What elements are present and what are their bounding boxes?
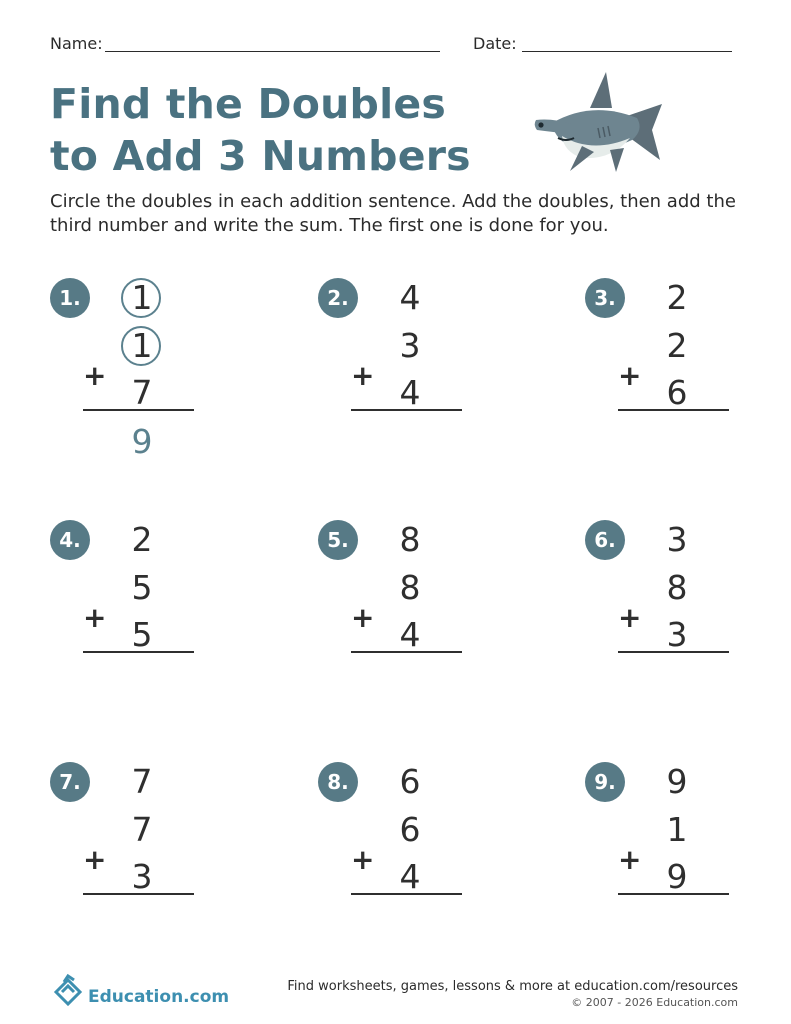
addend-3[interactable]: 4 — [399, 373, 421, 412]
addend-2[interactable]: 1 — [666, 810, 688, 849]
problem-number-badge: 7. — [50, 762, 90, 802]
plus-sign: + — [618, 601, 642, 634]
addend-1[interactable]: 6 — [399, 762, 421, 801]
hammerhead-shark-icon — [532, 68, 672, 183]
doubles-circle-mark — [121, 326, 161, 366]
plus-sign: + — [351, 843, 375, 876]
title-line-2: to Add 3 Numbers — [50, 132, 471, 180]
plus-sign: + — [83, 359, 107, 392]
addend-3[interactable]: 6 — [666, 373, 688, 412]
sum-line — [618, 651, 729, 653]
addend-3[interactable]: 9 — [666, 857, 688, 896]
title-line-1: Find the Doubles — [50, 80, 446, 128]
problem-7 — [50, 762, 270, 962]
page-title — [50, 78, 471, 182]
instructions: Circle the doubles in each addition sentence. Add the doubles, then add the third number and write the sum. The first one is done for you. — [50, 191, 736, 236]
date-label: Date: — [473, 34, 517, 53]
date-field[interactable] — [522, 51, 732, 52]
addend-1[interactable]: 3 — [666, 520, 688, 559]
problem-number-badge: 9. — [585, 762, 625, 802]
addend-3[interactable]: 4 — [399, 857, 421, 896]
problem-number-badge: 6. — [585, 520, 625, 560]
plus-sign: + — [83, 843, 107, 876]
addend-3[interactable]: 5 — [131, 615, 153, 654]
name-label: Name: — [50, 34, 103, 53]
addend-2[interactable]: 7 — [131, 810, 153, 849]
brand-logo-text: Education.com — [88, 987, 230, 1007]
addend-3[interactable]: 3 — [131, 857, 153, 896]
addend-3[interactable]: 4 — [399, 615, 421, 654]
sum-line — [351, 651, 462, 653]
sum-line — [351, 893, 462, 895]
addend-2[interactable]: 5 — [131, 568, 153, 607]
education-logo-icon — [52, 972, 86, 1006]
problem-number-badge: 8. — [318, 762, 358, 802]
addend-1[interactable]: 2 — [666, 278, 688, 317]
problem-5 — [318, 520, 538, 720]
addend-3[interactable]: 3 — [666, 615, 688, 654]
problem-2 — [318, 278, 538, 478]
addend-2[interactable]: 2 — [666, 326, 688, 365]
addend-1[interactable]: 2 — [131, 520, 153, 559]
addend-2[interactable]: 8 — [399, 568, 421, 607]
sum-line — [351, 409, 462, 411]
plus-sign: + — [351, 359, 375, 392]
problem-number-badge: 3. — [585, 278, 625, 318]
answer-value: 9 — [131, 422, 153, 461]
addend-1[interactable]: 7 — [131, 762, 153, 801]
doubles-circle-mark — [121, 278, 161, 318]
sum-line — [83, 651, 194, 653]
problem-8 — [318, 762, 538, 962]
addend-2[interactable]: 6 — [399, 810, 421, 849]
addend-1[interactable]: 8 — [399, 520, 421, 559]
plus-sign: + — [351, 601, 375, 634]
plus-sign: + — [83, 601, 107, 634]
problem-3 — [585, 278, 791, 478]
problem-number-badge: 2. — [318, 278, 358, 318]
footer-tagline: Find worksheets, games, lessons & more at education.com/resources — [287, 979, 738, 994]
problem-number-badge: 1. — [50, 278, 90, 318]
addend-2[interactable]: 8 — [666, 568, 688, 607]
problem-number-badge: 4. — [50, 520, 90, 560]
problem-9 — [585, 762, 791, 962]
sum-line — [618, 893, 729, 895]
name-field[interactable] — [105, 51, 440, 52]
addend-2[interactable]: 3 — [399, 326, 421, 365]
plus-sign: + — [618, 843, 642, 876]
sum-line — [83, 409, 194, 411]
addend-2[interactable]: 1 — [131, 326, 153, 365]
plus-sign: + — [618, 359, 642, 392]
sum-line — [83, 893, 194, 895]
problem-number-badge: 5. — [318, 520, 358, 560]
addend-3[interactable]: 7 — [131, 373, 153, 412]
problem-6 — [585, 520, 791, 720]
footer-copyright: © 2007 - 2026 Education.com — [571, 996, 738, 1009]
problem-1 — [50, 278, 270, 478]
addend-1[interactable]: 9 — [666, 762, 688, 801]
addend-1[interactable]: 4 — [399, 278, 421, 317]
sum-line — [618, 409, 729, 411]
problem-4 — [50, 520, 270, 720]
addend-1[interactable]: 1 — [131, 278, 153, 317]
